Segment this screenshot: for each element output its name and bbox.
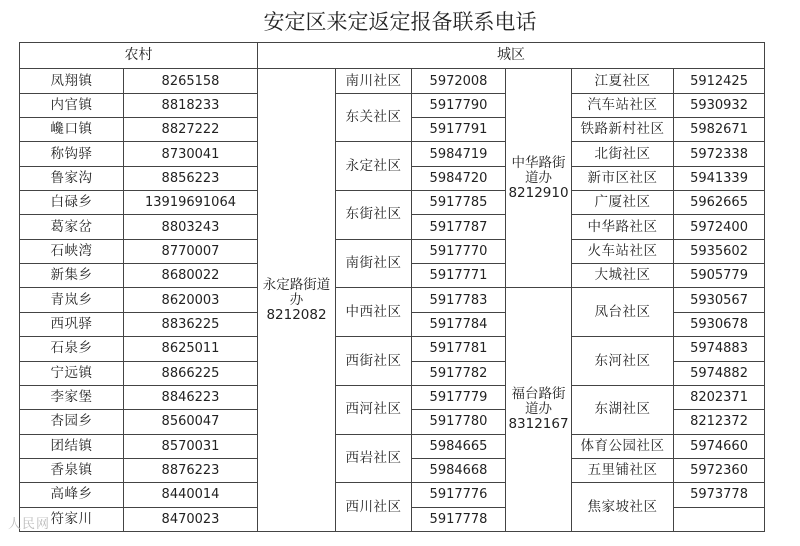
rural-name: 新集乡 [20, 264, 124, 288]
community-phone: 5917787 [412, 215, 506, 239]
community-name: 五里铺社区 [572, 458, 674, 482]
community-phone: 5962665 [674, 191, 765, 215]
community-phone [674, 507, 765, 531]
rural-phone: 8620003 [124, 288, 258, 312]
community-phone: 5917784 [412, 312, 506, 336]
community-name: 中西社区 [336, 288, 412, 337]
rural-phone: 8770007 [124, 239, 258, 263]
rural-name: 石峡湾 [20, 239, 124, 263]
community-name: 新市区社区 [572, 166, 674, 190]
rural-phone: 8818233 [124, 93, 258, 117]
community-phone: 5930932 [674, 93, 765, 117]
contact-table [19, 42, 765, 532]
community-phone: 5917779 [412, 385, 506, 409]
rural-phone: 8836225 [124, 312, 258, 336]
community-phone: 5982671 [674, 118, 765, 142]
community-phone: 5984720 [412, 166, 506, 190]
community-name: 大城社区 [572, 264, 674, 288]
community-phone: 5973778 [674, 483, 765, 507]
community-name: 铁路新村社区 [572, 118, 674, 142]
community-name: 南川社区 [336, 69, 412, 93]
header-rural: 农村 [20, 43, 258, 69]
rural-name: 鲁家沟 [20, 166, 124, 190]
community-phone: 5930567 [674, 288, 765, 312]
community-name: 东湖社区 [572, 385, 674, 434]
table-row [20, 93, 765, 117]
community-name: 汽车站社区 [572, 93, 674, 117]
community-phone: 5917770 [412, 239, 506, 263]
header-row [20, 43, 765, 69]
office-phone: 8212082 [266, 306, 327, 323]
rural-name: 石泉乡 [20, 337, 124, 361]
rural-phone: 13919691064 [124, 191, 258, 215]
community-name: 东关社区 [336, 93, 412, 142]
community-phone: 5935602 [674, 239, 765, 263]
community-phone: 5917781 [412, 337, 506, 361]
rural-phone: 8846223 [124, 385, 258, 409]
office-phone: 8312167 [508, 416, 569, 433]
community-name: 焦家坡社区 [572, 483, 674, 532]
table-row [20, 483, 765, 507]
rural-phone: 8265158 [124, 69, 258, 93]
community-name: 北街社区 [572, 142, 674, 166]
office-name: 福台路街道办 [511, 386, 566, 418]
table-row [20, 239, 765, 263]
rural-phone: 8625011 [124, 337, 258, 361]
community-phone: 5917783 [412, 288, 506, 312]
community-phone: 5941339 [674, 166, 765, 190]
rural-phone: 8680022 [124, 264, 258, 288]
rural-name: 宁远镇 [20, 361, 124, 385]
rural-name: 符家川 [20, 507, 124, 531]
community-name: 中华路社区 [572, 215, 674, 239]
community-phone: 5974660 [674, 434, 765, 458]
community-phone: 5974882 [674, 361, 765, 385]
office-phone: 8212910 [508, 184, 569, 201]
rural-name: 白碌乡 [20, 191, 124, 215]
rural-name: 称钩驿 [20, 142, 124, 166]
community-name: 凤台社区 [572, 288, 674, 337]
community-phone: 5912425 [674, 69, 765, 93]
community-name: 广厦社区 [572, 191, 674, 215]
community-phone: 5984719 [412, 142, 506, 166]
community-name: 永定社区 [336, 142, 412, 191]
rural-phone: 8876223 [124, 458, 258, 482]
community-phone: 5972008 [412, 69, 506, 93]
office-name: 永定路街道办 [262, 276, 331, 308]
rural-phone: 8866225 [124, 361, 258, 385]
community-phone: 5917780 [412, 410, 506, 434]
community-name: 西岩社区 [336, 434, 412, 483]
table-row [20, 142, 765, 166]
community-phone: 5917790 [412, 93, 506, 117]
community-phone: 5930678 [674, 312, 765, 336]
rural-phone: 8827222 [124, 118, 258, 142]
page-title: 安定区来定返定报备联系电话 [263, 10, 537, 34]
community-name: 江夏社区 [572, 69, 674, 93]
community-phone: 5917776 [412, 483, 506, 507]
community-name: 西川社区 [336, 483, 412, 532]
rural-name: 团结镇 [20, 434, 124, 458]
community-phone: 8202371 [674, 385, 765, 409]
community-phone: 5905779 [674, 264, 765, 288]
table-row [20, 69, 765, 93]
rural-phone: 8856223 [124, 166, 258, 190]
rural-name: 青岚乡 [20, 288, 124, 312]
community-name: 东街社区 [336, 191, 412, 240]
rural-name: 巉口镇 [20, 118, 124, 142]
community-phone: 5917785 [412, 191, 506, 215]
office-name: 中华路街道办 [511, 154, 566, 186]
rural-name: 香泉镇 [20, 458, 124, 482]
table-row [20, 434, 765, 458]
community-phone: 5972360 [674, 458, 765, 482]
rural-phone: 8470023 [124, 507, 258, 531]
rural-phone: 8803243 [124, 215, 258, 239]
community-phone: 5972400 [674, 215, 765, 239]
watermark: 人民网 [8, 517, 51, 532]
community-name: 西河社区 [336, 385, 412, 434]
rural-name: 杏园乡 [20, 410, 124, 434]
community-phone: 5917782 [412, 361, 506, 385]
table-row [20, 288, 765, 312]
community-phone: 5984665 [412, 434, 506, 458]
rural-name: 凤翔镇 [20, 69, 124, 93]
community-name: 南街社区 [336, 239, 412, 288]
yongding-office [258, 69, 336, 532]
community-phone: 5917778 [412, 507, 506, 531]
rural-name: 高峰乡 [20, 483, 124, 507]
community-phone: 5972338 [674, 142, 765, 166]
header-urban: 城区 [258, 43, 765, 69]
community-name: 西街社区 [336, 337, 412, 386]
community-phone: 8212372 [674, 410, 765, 434]
community-phone: 5984668 [412, 458, 506, 482]
zhonghua-office [506, 69, 572, 288]
community-phone: 5917771 [412, 264, 506, 288]
community-phone: 5974883 [674, 337, 765, 361]
rural-name: 葛家岔 [20, 215, 124, 239]
community-phone: 5917791 [412, 118, 506, 142]
rural-phone: 8440014 [124, 483, 258, 507]
community-name: 东河社区 [572, 337, 674, 386]
table-row [20, 385, 765, 409]
rural-name: 李家堡 [20, 385, 124, 409]
rural-phone: 8560047 [124, 410, 258, 434]
futai-office [506, 288, 572, 532]
rural-phone: 8730041 [124, 142, 258, 166]
table-row [20, 337, 765, 361]
rural-name: 内官镇 [20, 93, 124, 117]
rural-name: 西巩驿 [20, 312, 124, 336]
community-name: 火车站社区 [572, 239, 674, 263]
table-row [20, 191, 765, 215]
rural-phone: 8570031 [124, 434, 258, 458]
community-name: 体育公园社区 [572, 434, 674, 458]
